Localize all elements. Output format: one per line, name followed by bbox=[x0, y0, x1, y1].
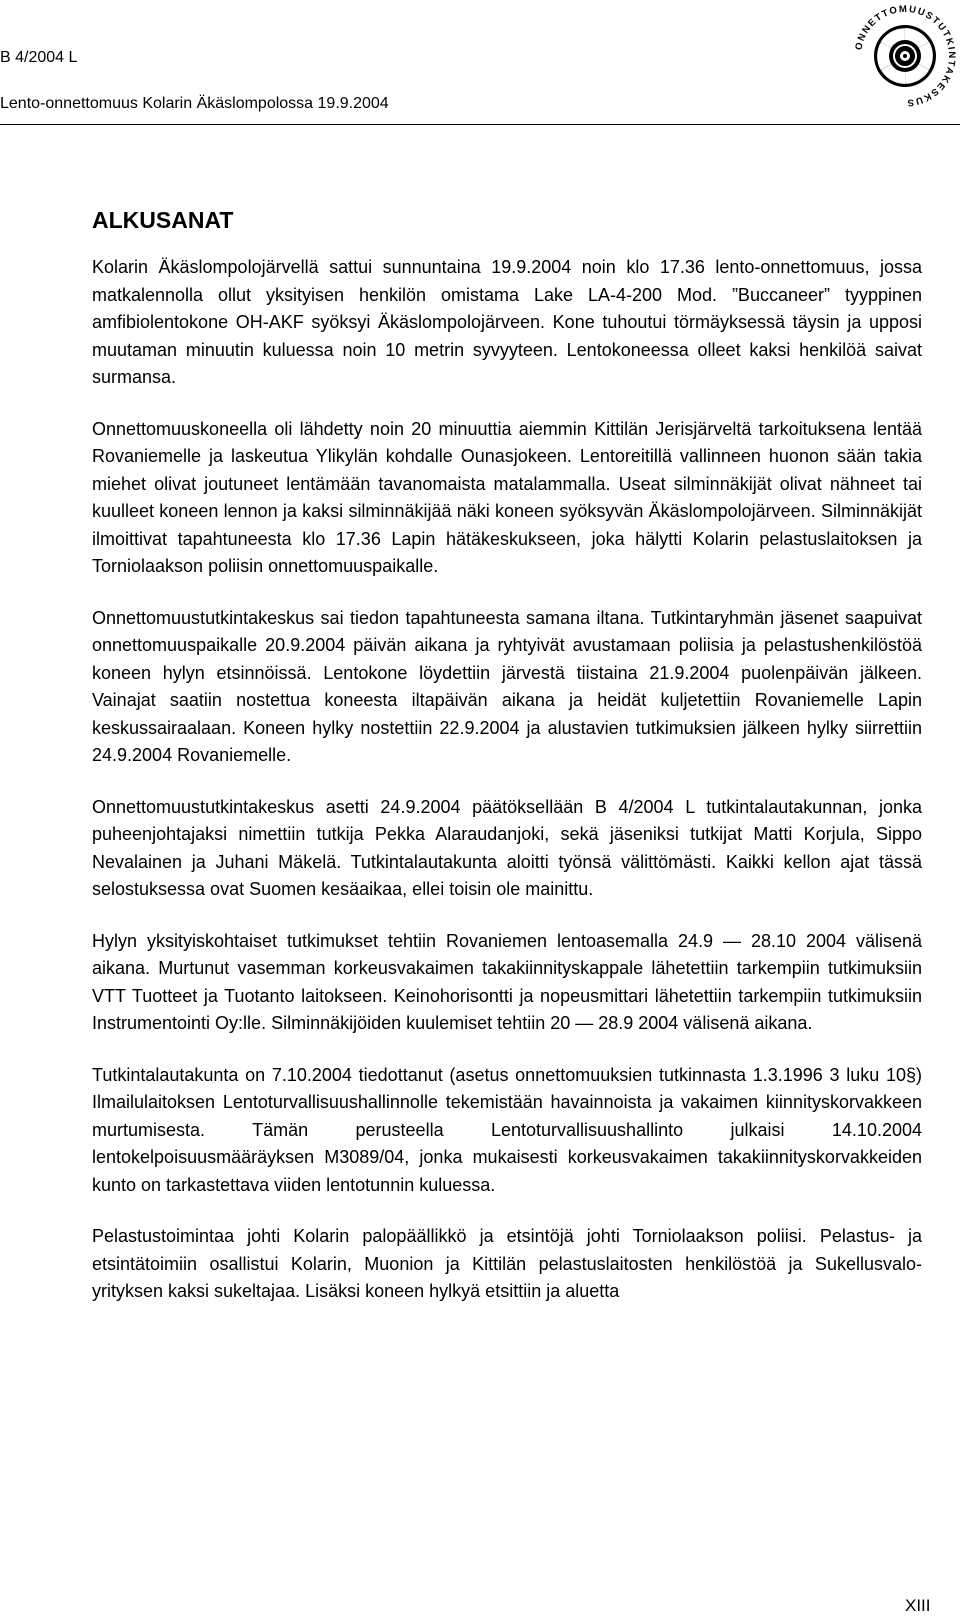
page-header bbox=[0, 0, 960, 125]
report-title: Lento-onnettomuus Kolarin Äkäslompolossa 19.9.2004 bbox=[0, 95, 389, 112]
paragraph-1: Kolarin Äkäslompolojärvellä sattui sunnuntaina 19.9.2004 noin klo 17.36 lento-onnettomuus, jossa matkalennolla ollut yksityisen henkilön omistama Lake LA-4-200 Mod. ”Buccaneer” tyyppinen amfibiolentokone OH-AKF syöksyi Äkäslompolojärveen. Kone tuhoutui törmäyksessä täysin ja upposi muutaman minuutin kuluessa noin 10 metrin syvyyteen. Lentokoneessa olleet kaksi henkilöä saivat surmansa. bbox=[92, 257, 922, 387]
paragraph-7: Pelastustoimintaa johti Kolarin palopäällikkö ja etsintöjä johti Torniolaakson poliisi. Pelastus- ja etsintätoimiin osallistui Kolarin, Muonion ja Kittilän pelastuslaitosten henkilöstöä ja Sukellusvalo-yrityksen kaksi sukeltajaa. Lisäksi koneen hylkyä etsittiin ja aluetta bbox=[92, 1226, 922, 1301]
paragraph-4: Onnettomuustutkintakeskus asetti 24.9.2004 päätöksellään B 4/2004 L tutkintalautakunnan, jonka puheenjohtajaksi nimettiin tutkija Pekka Alaraudanjoki, sekä jäseniksi tutkijat Matti Korjula, Sippo Nevalainen ja Juhani Mäkelä. Tutkintalautakunta aloitti työnsä välittömästi. Kaikki kellon ajat tässä selostuksessa ovat Suomen kesäaikaa, ellei toisin ole mainittu. bbox=[92, 796, 922, 899]
header-divider bbox=[0, 124, 960, 125]
paragraph-2: Onnettomuuskoneella oli lähdetty noin 20 minuuttia aiemmin Kittilän Jerisjärveltä tarkoituksena lentää Rovaniemelle ja laskeutua Ylikylän kohdalle Ounasjokeen. Lentoreitillä vallinneen huonon sään takia miehet olivat joutuneet lentämään tavanomaista matalammalla. Useat silminnäkijät olivat nähneet tai kuulleet koneen lennon ja kaksi silminnäkijää näki koneen syöksyvän Äkäslompolojärveen. Silminnäkijät ilmoittivat tapahtuneesta klo 17.36 Lapin hätäkeskukseen, joka hälytti Kolarin pelastuslaitoksen ja Torniolaakson poliisin onnettomuuspaikalle. bbox=[92, 418, 922, 576]
document-body bbox=[92, 205, 922, 1330]
logo-ring-text: ONNETTOMUUSTUTKINTAKESKUS bbox=[853, 4, 957, 108]
paragraph-3: Onnettomuustutkintakeskus sai tiedon tapahtuneesta samana iltana. Tutkintaryhmän jäsenet saapuivat onnettomuuspaikalle 20.9.2004 päivän aikana ja ryhtyivät avustamaan poliisia ja pelastushenkilöstöä koneen hylyn etsinnöissä. Lentokone löydettiin järvestä tiistaina 21.9.2004 puolenpäivän jälkeen. Vainajat saatiin nostettua koneesta iltapäivän aikana ja heidät kuljetettiin Rovaniemelle Lapin keskussairaalaan. Koneen hylky nostettiin 22.9.2004 ja alustavien tutkimuksien jälkeen hylky siirrettiin 24.9.2004 Rovaniemelle. bbox=[92, 607, 922, 765]
paragraph-5: Hylyn yksityiskohtaiset tutkimukset tehtiin Rovaniemen lentoasemalla 24.9 — 28.10 2004 välisenä aikana. Murtunut vasemman korkeusvakaimen takakiinnityskappale lähetettiin tarkempiin tutkimuksiin VTT Tuotteet ja Tuotanto laitokseen. Keinohorisontti ja nopeusmittari lähetettiin tarkempiin tutkimuksiin Instrumentointi Oy:lle. Silminnäkijöiden kuulemiset tehtiin 20 — 28.9 2004 välisenä aikana. bbox=[92, 930, 922, 1033]
paragraph-6: Tutkintalautakunta on 7.10.2004 tiedottanut (asetus onnettomuuksien tutkinnasta 1.3.1996 3 luku 10§) Ilmailulaitoksen Lentoturvallisuushallinnolle tekemistään havainnoista ja vakaimen kiinnityskorvakkeen murtumisesta. Tämän perusteella Lentoturvallisuushallinto julkaisi 14.10.2004 lentokelpoisuusmääräyksen M3089/04, jonka mukaisesti korkeusvakaimen takakiinnityskorvakkeiden kunto on tarkastettava viiden lentotunnin kuluessa. bbox=[92, 1064, 922, 1195]
page-number: XIII bbox=[905, 1596, 931, 1615]
report-id: B 4/2004 L bbox=[0, 49, 78, 66]
section-heading: ALKUSANAT bbox=[92, 207, 234, 233]
onnettomuustutkintakeskus-logo-icon bbox=[853, 4, 957, 108]
